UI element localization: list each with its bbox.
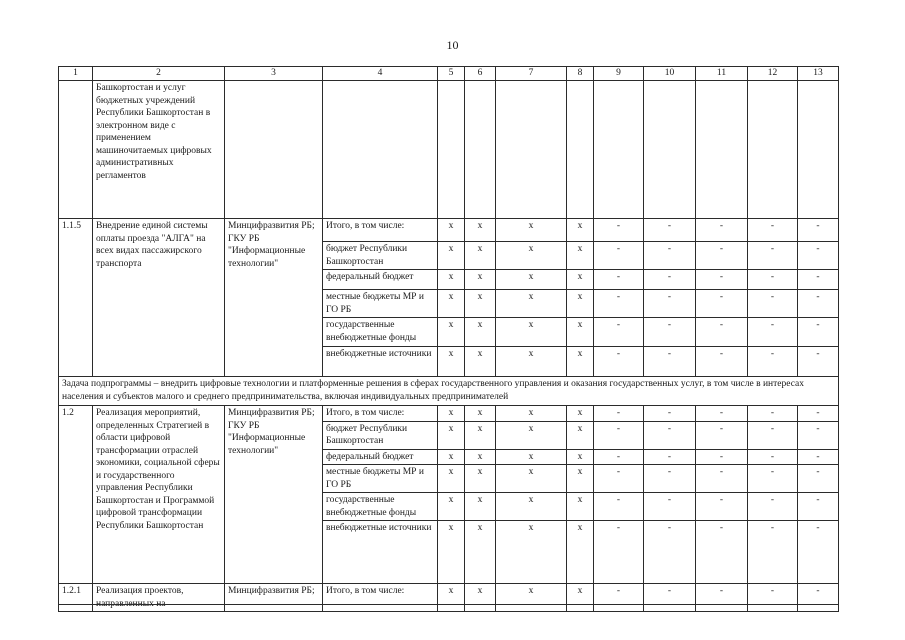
item-number: 1.2.1 xyxy=(59,584,93,612)
value-cell: - xyxy=(594,318,644,347)
empty-cell xyxy=(496,81,567,219)
value-cell: х xyxy=(465,449,496,465)
value-cell: х xyxy=(465,290,496,318)
value-cell: - xyxy=(644,290,696,318)
header-cell: 11 xyxy=(696,67,748,81)
item-executor: Минцифразвития РБ; ГКУ РБ "Информационные технологии" xyxy=(225,219,323,377)
funding-source: государственные внебюджетные фонды xyxy=(323,493,438,521)
header-cell: 12 xyxy=(748,67,798,81)
value-cell: - xyxy=(798,270,839,290)
value-cell: х xyxy=(496,318,567,347)
item-executor: Минцифразвития РБ; ГКУ РБ "Информационные технологии" xyxy=(225,406,323,584)
value-cell: - xyxy=(644,242,696,270)
value-cell: - xyxy=(644,270,696,290)
value-cell: - xyxy=(798,406,839,422)
funding-source: Итого, в том числе: xyxy=(323,406,438,422)
value-cell: х xyxy=(465,219,496,242)
value-cell: - xyxy=(798,465,839,493)
value-cell: - xyxy=(798,493,839,521)
item-name: Реализация мероприятий, определенных Стратегией в области цифровой трансформации отраслей экономики, социальной сферы и государственного управления Республики Башкортостан и Программой цифровой трансформации Республики Башкортостан xyxy=(93,406,225,584)
value-cell: - xyxy=(696,493,748,521)
value-cell: - xyxy=(696,219,748,242)
value-cell: - xyxy=(748,219,798,242)
value-cell: - xyxy=(798,290,839,318)
value-cell: х xyxy=(438,521,465,584)
value-cell: х xyxy=(567,421,594,449)
value-cell: - xyxy=(594,219,644,242)
value-cell: - xyxy=(594,584,644,612)
value-cell: х xyxy=(496,449,567,465)
value-cell: - xyxy=(594,270,644,290)
value-cell: - xyxy=(696,584,748,612)
value-cell: х xyxy=(496,465,567,493)
value-cell: х xyxy=(567,521,594,584)
value-cell: х xyxy=(567,406,594,422)
value-cell: х xyxy=(496,219,567,242)
funding-source: местные бюджеты МР и ГО РБ xyxy=(323,465,438,493)
value-cell: х xyxy=(465,318,496,347)
item-1-2-funding-row xyxy=(59,406,839,422)
empty-cell xyxy=(798,81,839,219)
header-cell: 7 xyxy=(496,67,567,81)
value-cell: - xyxy=(748,584,798,612)
value-cell: х xyxy=(567,584,594,612)
header-cell: 6 xyxy=(465,67,496,81)
header-cell: 9 xyxy=(594,67,644,81)
value-cell: х xyxy=(438,406,465,422)
value-cell: - xyxy=(798,347,839,377)
value-cell: - xyxy=(748,270,798,290)
value-cell: - xyxy=(696,449,748,465)
empty-cell xyxy=(567,81,594,219)
value-cell: - xyxy=(798,318,839,347)
value-cell: х xyxy=(465,347,496,377)
value-cell: - xyxy=(696,521,748,584)
empty-cell xyxy=(696,81,748,219)
value-cell: х xyxy=(438,449,465,465)
value-cell: х xyxy=(438,493,465,521)
empty-cell xyxy=(465,81,496,219)
task-row xyxy=(59,377,839,406)
item-name: Внедрение единой системы оплаты проезда "АЛГА" на всех видах пассажирского транспорта xyxy=(93,219,225,377)
value-cell: х xyxy=(567,270,594,290)
empty-cell xyxy=(225,81,323,219)
funding-source: федеральный бюджет xyxy=(323,270,438,290)
value-cell: х xyxy=(567,290,594,318)
item-executor: Минцифразвития РБ; xyxy=(225,584,323,612)
program-table xyxy=(58,66,839,612)
value-cell: - xyxy=(696,465,748,493)
value-cell: х xyxy=(465,521,496,584)
funding-source: Итого, в том числе: xyxy=(323,584,438,612)
empty-cell xyxy=(748,81,798,219)
item-number: 1.2 xyxy=(59,406,93,584)
funding-source: федеральный бюджет xyxy=(323,449,438,465)
funding-source: внебюджетные источники xyxy=(323,521,438,584)
value-cell: - xyxy=(594,421,644,449)
value-cell: - xyxy=(644,584,696,612)
value-cell: - xyxy=(748,465,798,493)
value-cell: х xyxy=(496,290,567,318)
value-cell: х xyxy=(465,421,496,449)
header-cell: 5 xyxy=(438,67,465,81)
value-cell: - xyxy=(696,242,748,270)
value-cell: х xyxy=(496,493,567,521)
value-cell: х xyxy=(438,290,465,318)
value-cell: - xyxy=(798,242,839,270)
header-cell: 3 xyxy=(225,67,323,81)
value-cell: х xyxy=(496,347,567,377)
value-cell: - xyxy=(748,449,798,465)
funding-source: внебюджетные источники xyxy=(323,347,438,377)
value-cell: - xyxy=(696,406,748,422)
value-cell: х xyxy=(438,347,465,377)
value-cell: - xyxy=(798,219,839,242)
value-cell: - xyxy=(748,290,798,318)
value-cell: х xyxy=(567,449,594,465)
value-cell: х xyxy=(438,465,465,493)
page-number: 10 xyxy=(446,38,459,52)
header-cell: 2 xyxy=(93,67,225,81)
value-cell: х xyxy=(438,242,465,270)
value-cell: - xyxy=(748,347,798,377)
value-cell: - xyxy=(594,493,644,521)
value-cell: х xyxy=(465,242,496,270)
value-cell: х xyxy=(465,493,496,521)
value-cell: х xyxy=(567,219,594,242)
value-cell: - xyxy=(594,290,644,318)
value-cell: х xyxy=(438,219,465,242)
value-cell: - xyxy=(748,493,798,521)
value-cell: - xyxy=(644,219,696,242)
value-cell: - xyxy=(644,521,696,584)
value-cell: - xyxy=(594,521,644,584)
value-cell: - xyxy=(748,421,798,449)
value-cell: - xyxy=(644,493,696,521)
value-cell: - xyxy=(748,406,798,422)
value-cell: - xyxy=(696,270,748,290)
header-row xyxy=(59,67,839,81)
value-cell: - xyxy=(748,242,798,270)
value-cell: х xyxy=(567,465,594,493)
value-cell: х xyxy=(438,421,465,449)
empty-cell xyxy=(594,81,644,219)
empty-cell xyxy=(323,81,438,219)
value-cell: - xyxy=(644,318,696,347)
value-cell: х xyxy=(496,584,567,612)
value-cell: х xyxy=(567,347,594,377)
value-cell: - xyxy=(696,318,748,347)
value-cell: - xyxy=(644,421,696,449)
value-cell: - xyxy=(594,242,644,270)
value-cell: х xyxy=(438,270,465,290)
item-number: 1.1.5 xyxy=(59,219,93,377)
value-cell: - xyxy=(696,347,748,377)
value-cell: - xyxy=(798,521,839,584)
empty-cell xyxy=(438,81,465,219)
number-cell xyxy=(59,81,93,219)
funding-source: бюджет Республики Башкортостан xyxy=(323,242,438,270)
value-cell: х xyxy=(438,318,465,347)
value-cell: х xyxy=(567,493,594,521)
value-cell: х xyxy=(496,521,567,584)
header-cell: 1 xyxy=(59,67,93,81)
continuation-row xyxy=(59,81,839,219)
activity-name-cell: Башкортостан и услуг бюджетных учреждений Республики Башкортостан в электронном виде с применением машиночитаемых цифровых административных регламентов xyxy=(93,81,225,219)
value-cell: х xyxy=(438,584,465,612)
value-cell: - xyxy=(594,347,644,377)
value-cell: - xyxy=(594,406,644,422)
value-cell: - xyxy=(798,421,839,449)
value-cell: х xyxy=(496,270,567,290)
value-cell: - xyxy=(798,449,839,465)
funding-source: государственные внебюджетные фонды xyxy=(323,318,438,347)
item-1-1-5-funding-row xyxy=(59,219,839,242)
value-cell: - xyxy=(696,290,748,318)
header-cell: 13 xyxy=(798,67,839,81)
value-cell: х xyxy=(496,242,567,270)
item-1-2-1-funding-row xyxy=(59,584,839,612)
value-cell: х xyxy=(496,406,567,422)
task-text: Задача подпрограммы – внедрить цифровые технологии и платформенные решения в сферах государственного управления и оказания государственных услуг, в том числе в интересах населения и субъектов малого и среднего предпринимательства, включая индивидуальных предпринимателей xyxy=(59,377,839,406)
value-cell: - xyxy=(644,449,696,465)
value-cell: - xyxy=(594,449,644,465)
value-cell: х xyxy=(567,242,594,270)
value-cell: - xyxy=(644,406,696,422)
value-cell: х xyxy=(567,318,594,347)
empty-cell xyxy=(644,81,696,219)
value-cell: - xyxy=(644,465,696,493)
header-cell: 4 xyxy=(323,67,438,81)
value-cell: - xyxy=(748,318,798,347)
header-cell: 8 xyxy=(567,67,594,81)
value-cell: - xyxy=(644,347,696,377)
item-name: Реализация проектов, направленных на xyxy=(93,584,225,612)
value-cell: х xyxy=(465,270,496,290)
value-cell: - xyxy=(594,465,644,493)
value-cell: х xyxy=(465,406,496,422)
bottom-rule xyxy=(58,604,838,605)
value-cell: - xyxy=(696,421,748,449)
value-cell: х xyxy=(465,465,496,493)
value-cell: - xyxy=(798,584,839,612)
header-cell: 10 xyxy=(644,67,696,81)
value-cell: х xyxy=(496,421,567,449)
funding-source: местные бюджеты МР и ГО РБ xyxy=(323,290,438,318)
value-cell: - xyxy=(748,521,798,584)
funding-source: Итого, в том числе: xyxy=(323,219,438,242)
value-cell: х xyxy=(465,584,496,612)
funding-source: бюджет Республики Башкортостан xyxy=(323,421,438,449)
